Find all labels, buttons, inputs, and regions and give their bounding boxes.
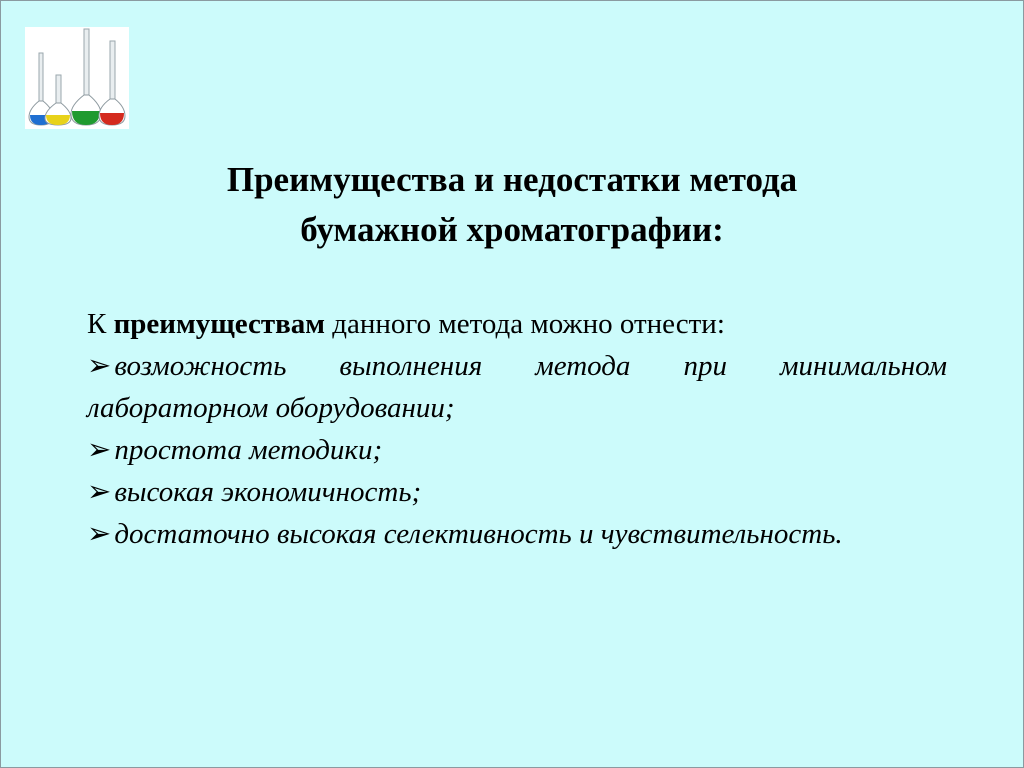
list-item <box>87 471 947 513</box>
slide-title-line-2: бумажной хроматографии: <box>300 210 724 249</box>
intro-suffix: данного метода можно отнести: <box>325 308 725 340</box>
list-item-text: простота методики; <box>114 434 383 466</box>
list-item <box>87 345 947 429</box>
list-item-text: возможность выполнения метода при минимальном лабораторном оборудовании; <box>87 350 947 424</box>
list-item <box>87 513 947 555</box>
intro-emphasis: преимуществам <box>113 308 326 340</box>
arrow-bullet-icon: ➢ <box>87 434 112 466</box>
list-item-text: высокая экономичность; <box>114 476 422 508</box>
intro-line <box>87 303 947 345</box>
arrow-bullet-icon: ➢ <box>87 518 112 550</box>
arrow-bullet-icon: ➢ <box>87 350 112 382</box>
intro-prefix: К <box>87 308 114 340</box>
lab-flasks-icon <box>25 27 129 129</box>
slide-body <box>87 303 947 555</box>
list-item <box>87 429 947 471</box>
arrow-bullet-icon: ➢ <box>87 476 112 508</box>
slide-title <box>1 155 1023 255</box>
list-item-text: достаточно высокая селективность и чувствительность. <box>114 518 843 550</box>
slide-title-line-1: Преимущества и недостатки метода <box>226 160 798 199</box>
